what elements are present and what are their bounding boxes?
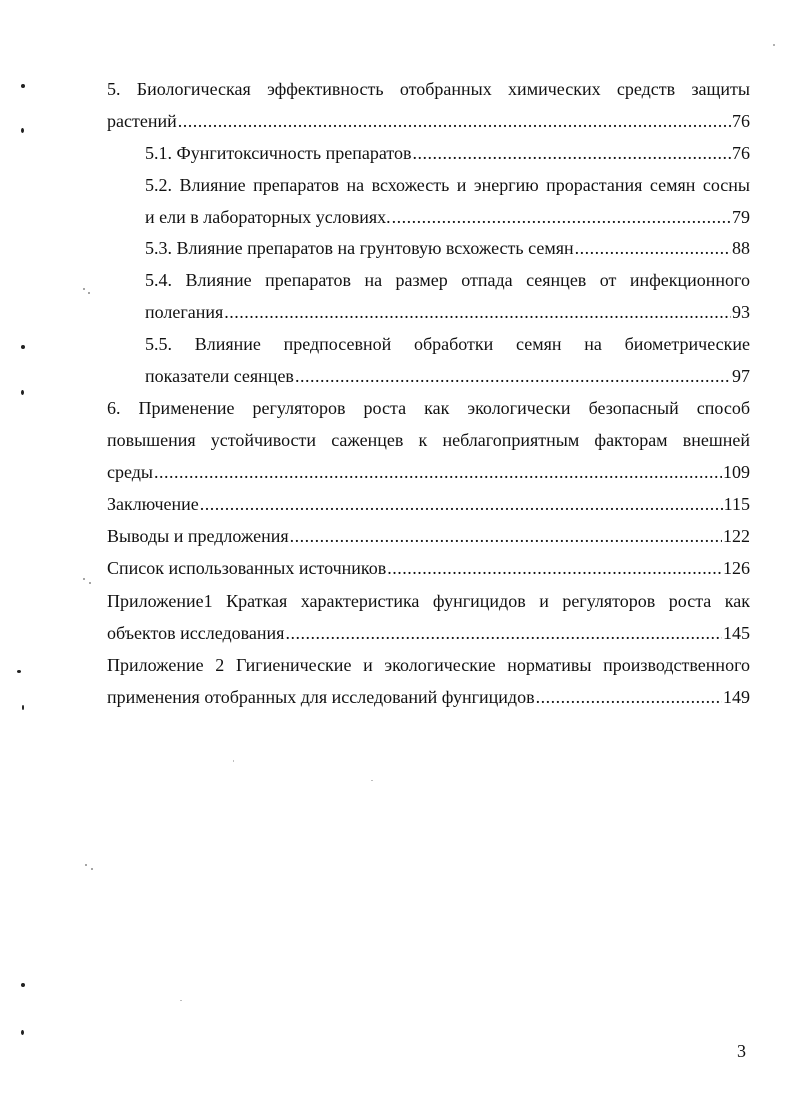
- toc-entry-5-3: [145, 237, 750, 259]
- scan-speck: [21, 128, 24, 133]
- page-number: 3: [737, 1041, 746, 1061]
- toc-entry-5-3-page: 88: [732, 238, 750, 258]
- scan-speck: [21, 983, 25, 987]
- dot-leader: [154, 461, 722, 483]
- dot-leader: [285, 622, 722, 644]
- dot-leader: [536, 686, 722, 708]
- scan-speck: [17, 670, 21, 673]
- scan-speck: [83, 578, 85, 580]
- toc-entry-6-leader-line: [107, 461, 750, 483]
- toc-entry-app2-leader-line: [107, 686, 750, 708]
- toc-entry-findings-page: 122: [723, 526, 750, 546]
- toc-entry-5-4-line1: 5.4. Влияние препаратов на размер отпада сеянцев от инфекционного: [145, 270, 750, 290]
- toc-entry-app2-line1: Приложение 2 Гигиенические и экологические нормативы производственного: [107, 655, 750, 675]
- scan-speck: [85, 864, 87, 866]
- toc-entry-app2-line2: применения отобранных для исследований фунгицидов: [107, 687, 535, 707]
- toc-entry-5-5-page: 97: [732, 366, 750, 386]
- toc-entry-5-line2: растений: [107, 111, 177, 131]
- scan-speck: [773, 44, 775, 46]
- toc-entry-conclusion: [107, 493, 750, 515]
- dot-leader: [200, 493, 723, 515]
- toc-entry-5-4-leader-line: [145, 301, 750, 323]
- toc-entry-6-line3: среды: [107, 462, 153, 482]
- dot-leader: [413, 142, 731, 164]
- dot-leader: [295, 365, 731, 387]
- toc-entry-5-5-line1: 5.5. Влияние предпосевной обработки семян на биометрические: [145, 334, 750, 354]
- toc-entry-5-leader-line: [107, 110, 750, 132]
- toc-entry-app2-page: 149: [723, 687, 750, 707]
- toc-entry-6-page: 109: [723, 462, 750, 482]
- dot-leader: [575, 237, 731, 259]
- toc-entry-5-page: 76: [732, 111, 750, 131]
- toc-entry-5-4-line2: полегания: [145, 302, 224, 322]
- scan-speck: [233, 760, 234, 762]
- toc-entry-5-1: [145, 142, 750, 164]
- scan-speck: [371, 780, 373, 781]
- scan-speck: [88, 292, 90, 294]
- toc-entry-5-1-title: 5.1. Фунгитоксичность препаратов: [145, 143, 412, 163]
- toc-entry-5-4-page: 93: [732, 302, 750, 322]
- toc-entry-6-line2: повышения устойчивости саженцев к неблагоприятным факторам внешней: [107, 430, 750, 450]
- scan-speck: [180, 1000, 182, 1001]
- scan-speck: [83, 288, 85, 290]
- dot-leader: [224, 301, 731, 323]
- toc-entry-5-3-title: 5.3. Влияние препаратов на грунтовую всхожесть семян: [145, 238, 574, 258]
- scan-speck: [21, 1030, 24, 1035]
- scan-speck: [21, 345, 25, 349]
- scan-speck: [91, 868, 93, 870]
- toc-entry-6-line1: 6. Применение регуляторов роста как экологически безопасный способ: [107, 398, 750, 418]
- toc-entry-findings: [107, 525, 750, 547]
- toc-entry-app1-line1: Приложение1 Краткая характеристика фунгицидов и регуляторов роста как: [107, 591, 750, 611]
- toc-entry-5-2-line1: 5.2. Влияние препаратов на всхожесть и энергию прорастания семян сосны: [145, 175, 750, 195]
- dot-leader: [392, 206, 731, 228]
- toc-entry-sources-title: Список использованных источников: [107, 558, 387, 578]
- toc-entry-app1-line2: объектов исследования: [107, 623, 285, 643]
- scan-speck: [21, 390, 24, 395]
- dot-leader: [178, 110, 731, 132]
- toc-entry-app1-leader-line: [107, 622, 750, 644]
- toc-entry-5-2-leader-line: [145, 206, 750, 228]
- toc-entry-5-2-page: 79: [732, 207, 750, 227]
- toc-entry-5-line1: 5. Биологическая эффективность отобранных химических средств защиты: [107, 79, 750, 99]
- toc-entry-5-1-page: 76: [732, 143, 750, 163]
- toc-entry-conclusion-page: 115: [723, 494, 750, 514]
- toc-entry-conclusion-title: Заключение: [107, 494, 199, 514]
- dot-leader: [290, 525, 722, 547]
- toc-entry-sources-page: 126: [723, 558, 750, 578]
- toc-entry-5-5-leader-line: [145, 365, 750, 387]
- dot-leader: [387, 557, 722, 579]
- toc-entry-5-5-line2: показатели сеянцев: [145, 366, 294, 386]
- toc-entry-sources: [107, 557, 750, 579]
- toc-entry-app1-page: 145: [723, 623, 750, 643]
- scan-speck: [89, 582, 91, 584]
- scan-speck: [21, 84, 25, 88]
- toc-entry-5-2-line2: и ели в лабораторных условиях.: [145, 207, 391, 227]
- toc-entry-findings-title: Выводы и предложения: [107, 526, 289, 546]
- scan-speck: [22, 705, 24, 710]
